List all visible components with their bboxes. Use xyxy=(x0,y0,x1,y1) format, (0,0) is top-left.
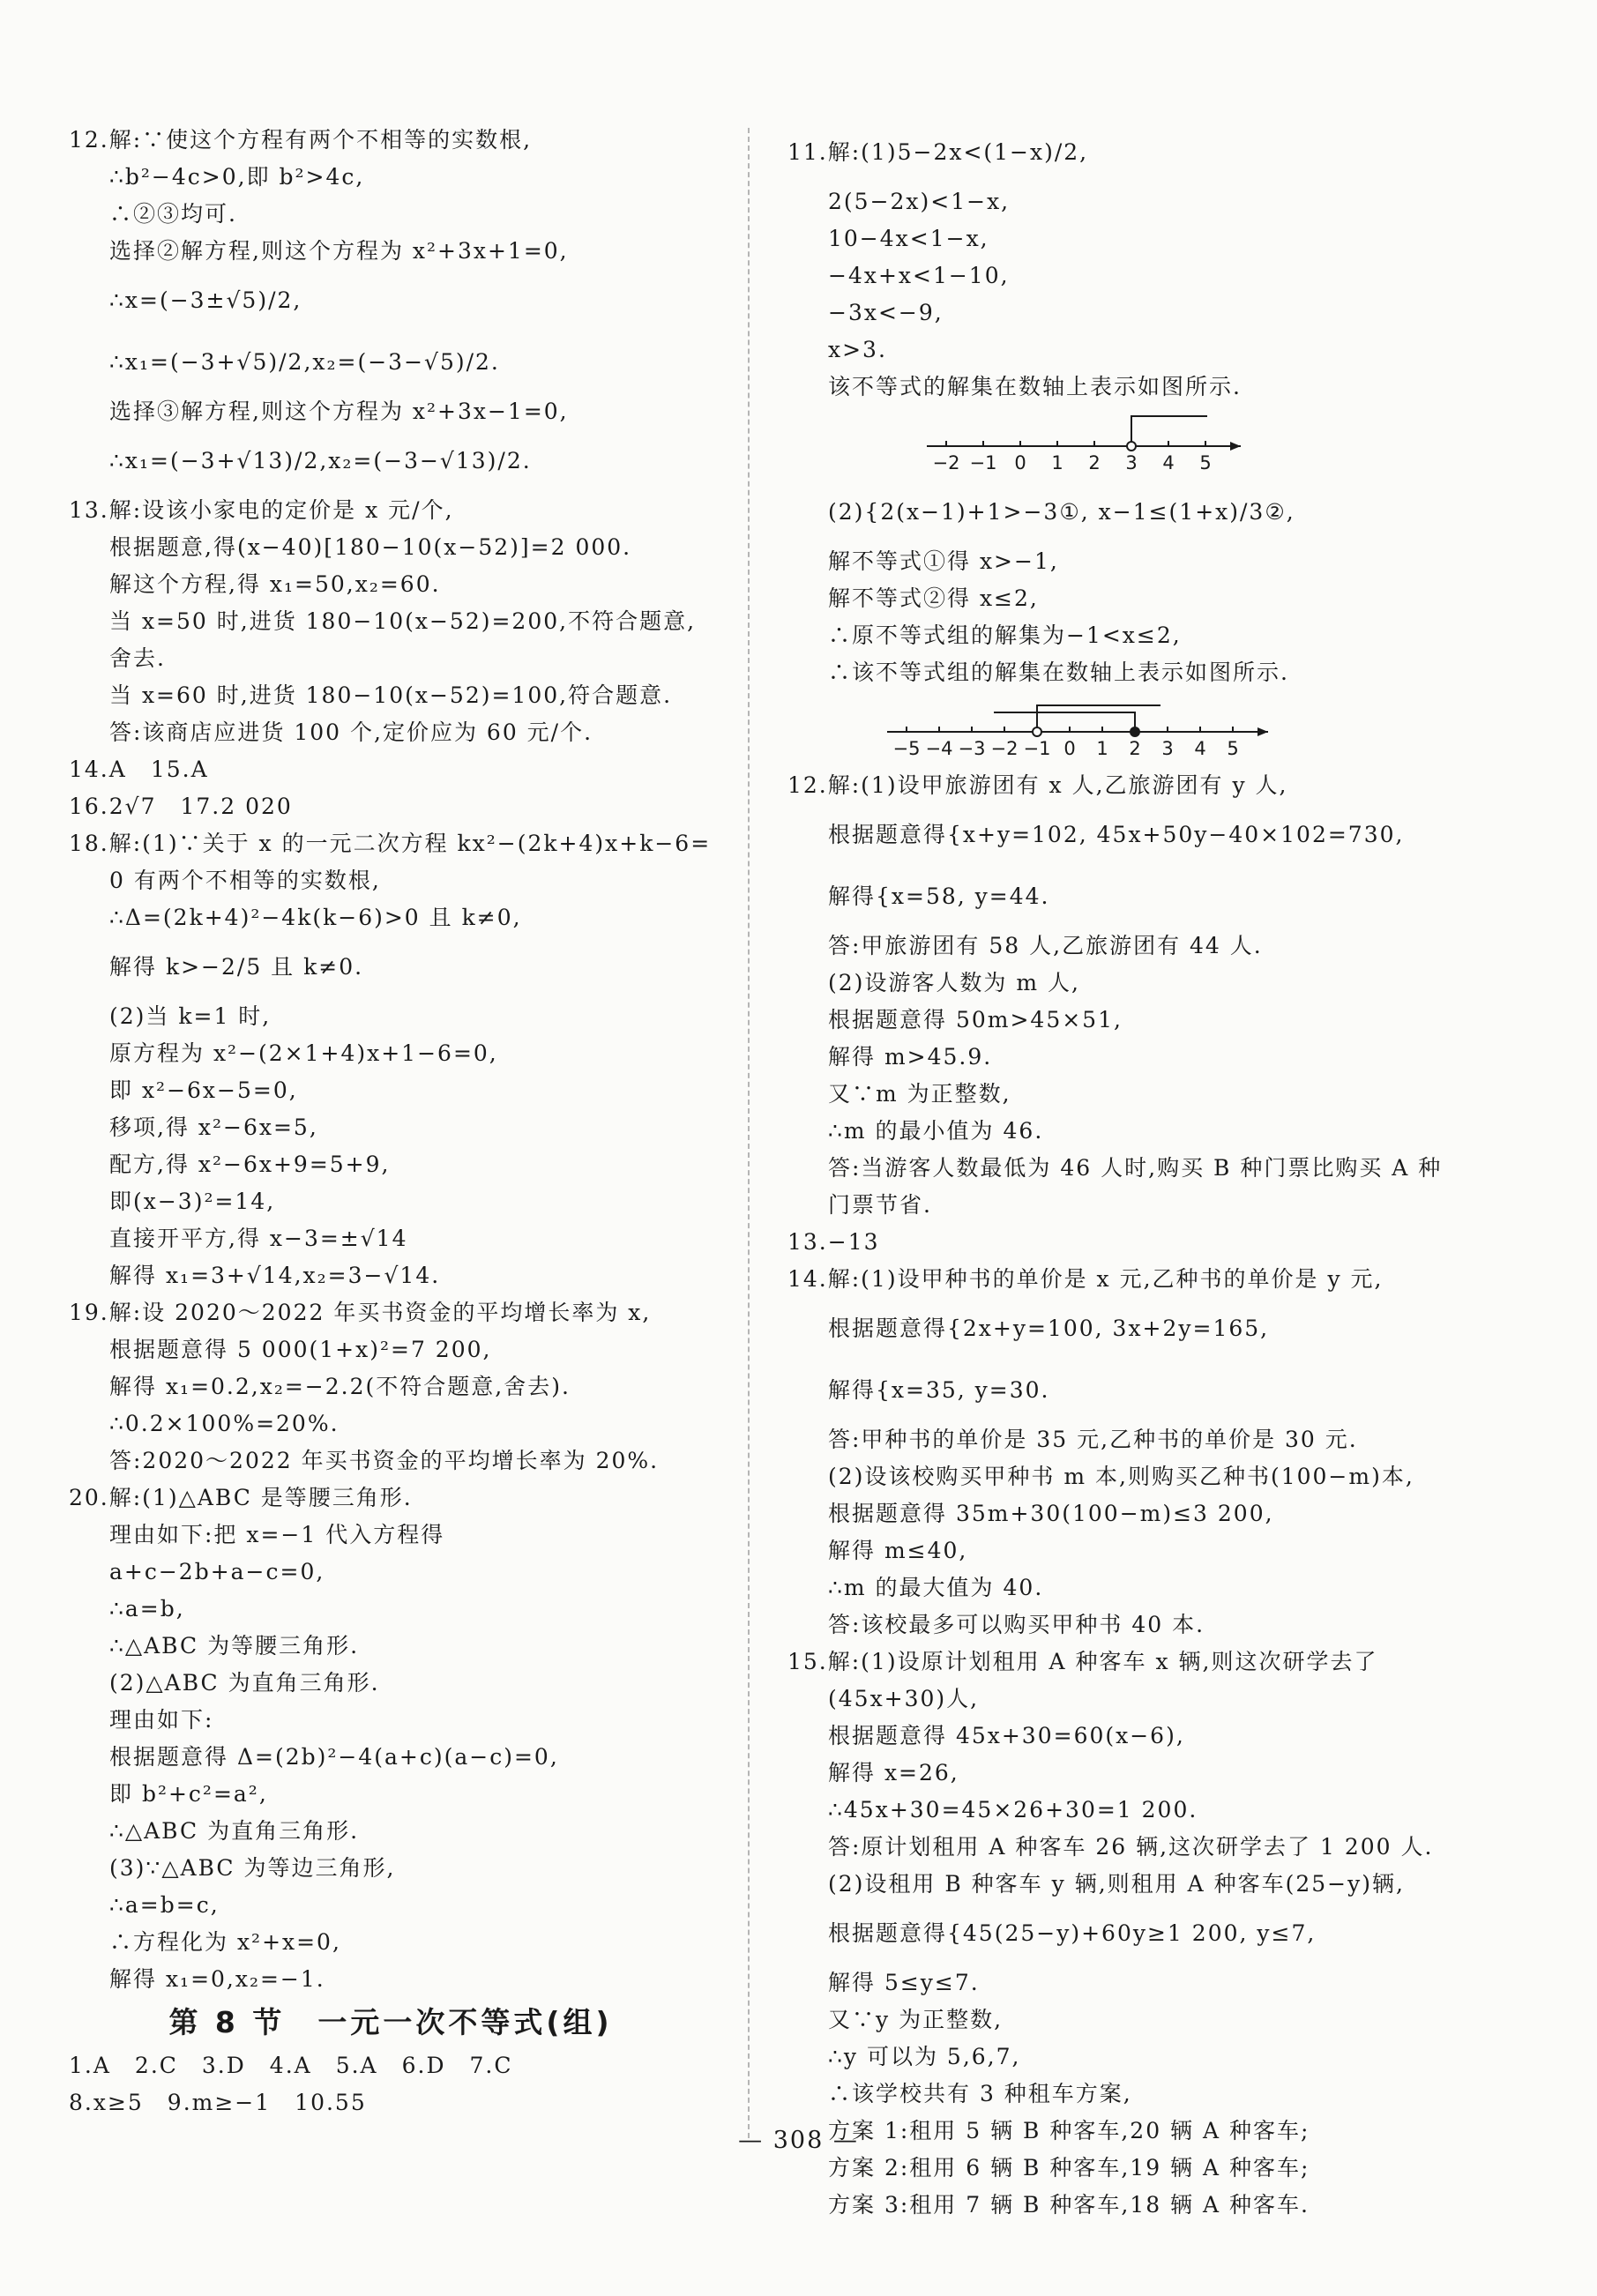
tick-label: 5 xyxy=(1227,738,1239,758)
text-line: 19.解:设 2020～2022 年买书资金的平均增长率为 x, xyxy=(69,1300,652,1325)
text-line: ∴△ABC 为直角三角形. xyxy=(109,1818,360,1844)
tick-label: −1 xyxy=(969,452,997,473)
text-line: ∴x=(−3±√5)/2, xyxy=(109,287,302,313)
text-line: 方案 1:租用 5 辆 B 种客车,20 辆 A 种客车; xyxy=(828,2118,1310,2143)
right-column xyxy=(787,122,1443,2224)
text-line: 选择③解方程,则这个方程为 x²+3x−1=0, xyxy=(109,399,569,424)
text-line: ∴a=b=c, xyxy=(109,1892,220,1918)
tick-label: 2 xyxy=(1129,738,1141,758)
axis-arrow xyxy=(1257,727,1268,736)
tick-label: 4 xyxy=(1194,738,1206,758)
text-line: 又∵y 为正整数, xyxy=(828,2007,1004,2032)
open-point xyxy=(1033,727,1041,736)
text-line: 答:该商店应进货 100 个,定价应为 60 元/个. xyxy=(109,719,593,745)
text-line: 10−4x<1−x, xyxy=(828,226,989,251)
text-line: ∴m 的最小值为 46. xyxy=(828,1118,1044,1144)
text-line: x>3. xyxy=(828,337,887,362)
text-line: 13.解:设该小家电的定价是 x 元/个, xyxy=(69,497,454,523)
text-line: (2)△ABC 为直角三角形. xyxy=(109,1670,380,1696)
text-line: 即 x²−6x−5=0, xyxy=(109,1077,298,1103)
text-line: 即(x−3)²=14, xyxy=(109,1189,276,1214)
q11-part2 xyxy=(787,481,1334,691)
text-line: 解得 5≤y≤7. xyxy=(828,1970,980,1995)
text-line: ∴②③均可. xyxy=(109,201,237,227)
text-line: ∴y 可以为 5,6,7, xyxy=(828,2044,1021,2069)
left-answers xyxy=(69,122,713,1998)
text-line: 答:甲种书的单价是 35 元,乙种书的单价是 30 元. xyxy=(828,1427,1358,1452)
text-line: ∴0.2×100%=20%. xyxy=(109,1411,340,1436)
text-line: 20.解:(1)△ABC 是等腰三角形. xyxy=(69,1485,413,1510)
text-line: 门票节省. xyxy=(828,1192,932,1218)
text-line: (2)设租用 B 种客车 y 辆,则租用 A 种客车(25−y)辆, xyxy=(828,1871,1405,1897)
text-line: 2(5−2x)<1−x, xyxy=(828,189,1011,214)
text-line: 解得 m>45.9. xyxy=(828,1044,993,1070)
text-line: 解得 x=26, xyxy=(828,1760,959,1785)
text-line: 12.解:(1)设甲旅游团有 x 人,乙旅游团有 y 人, xyxy=(787,772,1288,798)
tick-label: 0 xyxy=(1063,738,1076,758)
text-line: 方案 2:租用 6 辆 B 种客车,19 辆 A 种客车; xyxy=(828,2155,1310,2180)
text-line: 15.解:(1)设原计划租用 A 种客车 x 辆,则这次研学去了 xyxy=(787,1649,1378,1674)
text-line: (2)当 k=1 时, xyxy=(109,1003,272,1029)
tick-label: 1 xyxy=(1096,738,1108,758)
text-line: 解得 m≤40, xyxy=(828,1538,968,1563)
text-line: 当 x=60 时,进货 180−10(x−52)=100,符合题意. xyxy=(109,682,673,708)
tick-label: 1 xyxy=(1051,452,1063,473)
text-line: 解不等式②得 x≤2, xyxy=(828,585,1039,611)
section-answers xyxy=(69,2047,713,2121)
text-line: −4x+x<1−10, xyxy=(828,263,1010,288)
tick-label: −2 xyxy=(990,738,1019,758)
text-line: 解得 x₁=3+√14,x₂=3−√14. xyxy=(109,1263,441,1288)
tick-label: 4 xyxy=(1162,452,1175,473)
text-line: ∴原不等式组的解集为−1<x≤2, xyxy=(828,622,1182,648)
text-line: 8.x≥5 9.m≥−1 10.55 xyxy=(69,2090,367,2115)
text-line: 18.解:(1)∵关于 x 的一元二次方程 kx²−(2k+4)x+k−6= xyxy=(69,831,712,856)
solution-ray-right xyxy=(994,712,1135,727)
text-line: 理由如下: xyxy=(109,1707,214,1733)
text-line: 解得 x₁=0,x₂=−1. xyxy=(109,1966,325,1992)
text-line: 解得 x₁=0.2,x₂=−2.2(不符合题意,舍去). xyxy=(109,1374,571,1399)
number-line-2 xyxy=(787,697,1334,758)
open-point xyxy=(1127,442,1136,451)
text-line: 12.解:∵使这个方程有两个不相等的实数根, xyxy=(69,127,533,153)
text-line: 11.解:(1)5−2x<(1−x)/2, xyxy=(787,139,1089,165)
text-line: (45x+30)人, xyxy=(828,1686,980,1711)
text-line: a+c−2b+a−c=0, xyxy=(109,1559,325,1584)
text-line: 答:甲旅游团有 58 人,乙旅游团有 44 人. xyxy=(828,933,1263,958)
text-line: ∴m 的最大值为 40. xyxy=(828,1575,1044,1600)
text-line: (2){2(x−1)+1>−3①, x−1≤(1+x)/3②, xyxy=(828,499,1295,525)
text-line: 舍去. xyxy=(109,645,166,671)
text-line: 1.A 2.C 3.D 4.A 5.A 6.D 7.C xyxy=(69,2053,513,2078)
tick-label: −5 xyxy=(892,738,921,758)
text-line: 又∵m 为正整数, xyxy=(828,1081,1011,1107)
tick-label: 3 xyxy=(1161,738,1174,758)
solution-ray xyxy=(1131,416,1207,441)
solution-ray-left xyxy=(1037,705,1160,727)
text-line: 根据题意得 5 000(1+x)²=7 200, xyxy=(109,1337,492,1362)
text-line: (2)设该校购买甲种书 m 本,则购买乙种书(100−m)本, xyxy=(828,1464,1414,1489)
text-line: ∴△ABC 为等腰三角形. xyxy=(109,1633,360,1659)
text-line: ∴x₁=(−3+√13)/2,x₂=(−3−√13)/2. xyxy=(109,448,532,473)
text-line: ∴a=b, xyxy=(109,1596,185,1621)
right-answers xyxy=(787,767,1443,2224)
text-line: 答:当游客人数最低为 46 人时,购买 B 种门票比购买 A 种 xyxy=(828,1155,1443,1181)
tick-label: 2 xyxy=(1088,452,1101,473)
text-line: (3)∵△ABC 为等边三角形, xyxy=(109,1855,396,1881)
text-line: ∴Δ=(2k+4)²−4k(k−6)>0 且 k≠0, xyxy=(109,905,522,930)
text-line: 理由如下:把 x=−1 代入方程得 xyxy=(109,1522,445,1547)
number-line-1 xyxy=(787,411,1334,473)
text-line: ∴x₁=(−3+√5)/2,x₂=(−3−√5)/2. xyxy=(109,349,500,375)
text-line: 根据题意得 50m>45×51, xyxy=(828,1007,1123,1032)
tick-label: 5 xyxy=(1199,452,1212,473)
text-line: 答:该校最多可以购买甲种书 40 本. xyxy=(828,1612,1205,1637)
text-line: 根据题意得 45x+30=60(x−6), xyxy=(828,1723,1185,1748)
tick-label: −3 xyxy=(958,738,986,758)
text-line: 14.解:(1)设甲种书的单价是 x 元,乙种书的单价是 y 元, xyxy=(787,1266,1384,1292)
text-line: 当 x=50 时,进货 180−10(x−52)=200,不符合题意, xyxy=(109,608,697,634)
tick-label: −2 xyxy=(932,452,960,473)
column-divider xyxy=(748,128,750,2138)
text-line: 原方程为 x²−(2×1+4)x+1−6=0, xyxy=(109,1040,498,1066)
text-line: 解不等式①得 x>−1, xyxy=(828,548,1059,574)
text-line: 移项,得 x²−6x=5, xyxy=(109,1114,318,1140)
text-line: (2)设游客人数为 m 人, xyxy=(828,970,1080,995)
text-line: 解得{x=58, y=44. xyxy=(828,883,1050,909)
text-line: 13.−13 xyxy=(787,1229,880,1255)
tick-label: −1 xyxy=(1023,738,1051,758)
text-line: ∴该不等式组的解集在数轴上表示如图所示. xyxy=(828,660,1289,685)
text-line: 根据题意得{2x+y=100, 3x+2y=165, xyxy=(828,1316,1270,1341)
left-column xyxy=(69,122,713,2121)
q11-part1 xyxy=(787,122,1334,406)
text-line: 即 b²+c²=a², xyxy=(109,1781,268,1807)
text-line: 配方,得 x²−6x+9=5+9, xyxy=(109,1152,391,1177)
text-line: 14.A 15.A xyxy=(69,757,209,782)
text-line: 根据题意得 Δ=(2b)²−4(a+c)(a−c)=0, xyxy=(109,1744,559,1770)
text-line: ∴b²−4c>0,即 b²>4c, xyxy=(109,164,365,190)
text-line: 16.2√7 17.2 020 xyxy=(69,794,293,819)
axis-arrow xyxy=(1230,442,1241,451)
section-title: 第 8 节 一元一次不等式(组) xyxy=(168,2005,613,2039)
tick-label: 0 xyxy=(1014,452,1026,473)
closed-point xyxy=(1130,727,1140,737)
text-line: 解这个方程,得 x₁=50,x₂=60. xyxy=(109,571,441,597)
text-line: ∴该学校共有 3 种租车方案, xyxy=(828,2081,1132,2106)
tick-label: −4 xyxy=(925,738,953,758)
text-line: 选择②解方程,则这个方程为 x²+3x+1=0, xyxy=(109,238,569,264)
text-line: 0 有两个不相等的实数根, xyxy=(109,868,381,893)
text-line: 根据题意得{45(25−y)+60y≥1 200, y≤7, xyxy=(828,1920,1317,1946)
text-line: 该不等式的解集在数轴上表示如图所示. xyxy=(828,374,1242,399)
text-line: 根据题意得 35m+30(100−m)≤3 200, xyxy=(828,1501,1274,1526)
tick-label: 3 xyxy=(1125,452,1138,473)
text-line: ∴45x+30=45×26+30=1 200. xyxy=(828,1797,1198,1823)
text-line: 方案 3:租用 7 辆 B 种客车,18 辆 A 种客车. xyxy=(828,2192,1310,2218)
text-line: 直接开平方,得 x−3=±√14 xyxy=(109,1226,408,1251)
text-line: 根据题意,得(x−40)[180−10(x−52)]=2 000. xyxy=(109,534,632,560)
text-line: 解得{x=35, y=30. xyxy=(828,1377,1050,1403)
text-line: 根据题意得{x+y=102, 45x+50y−40×102=730, xyxy=(828,822,1405,847)
text-line: 答:原计划租用 A 种客车 26 辆,这次研学去了 1 200 人. xyxy=(828,1834,1434,1860)
page-number: — 308 — xyxy=(738,2127,859,2154)
text-line: 解得 k>−2/5 且 k≠0. xyxy=(109,954,364,980)
text-line: ∴方程化为 x²+x=0, xyxy=(109,1929,341,1955)
text-line: 答:2020～2022 年买书资金的平均增长率为 20%. xyxy=(109,1448,660,1473)
text-line: −3x<−9, xyxy=(828,300,944,325)
